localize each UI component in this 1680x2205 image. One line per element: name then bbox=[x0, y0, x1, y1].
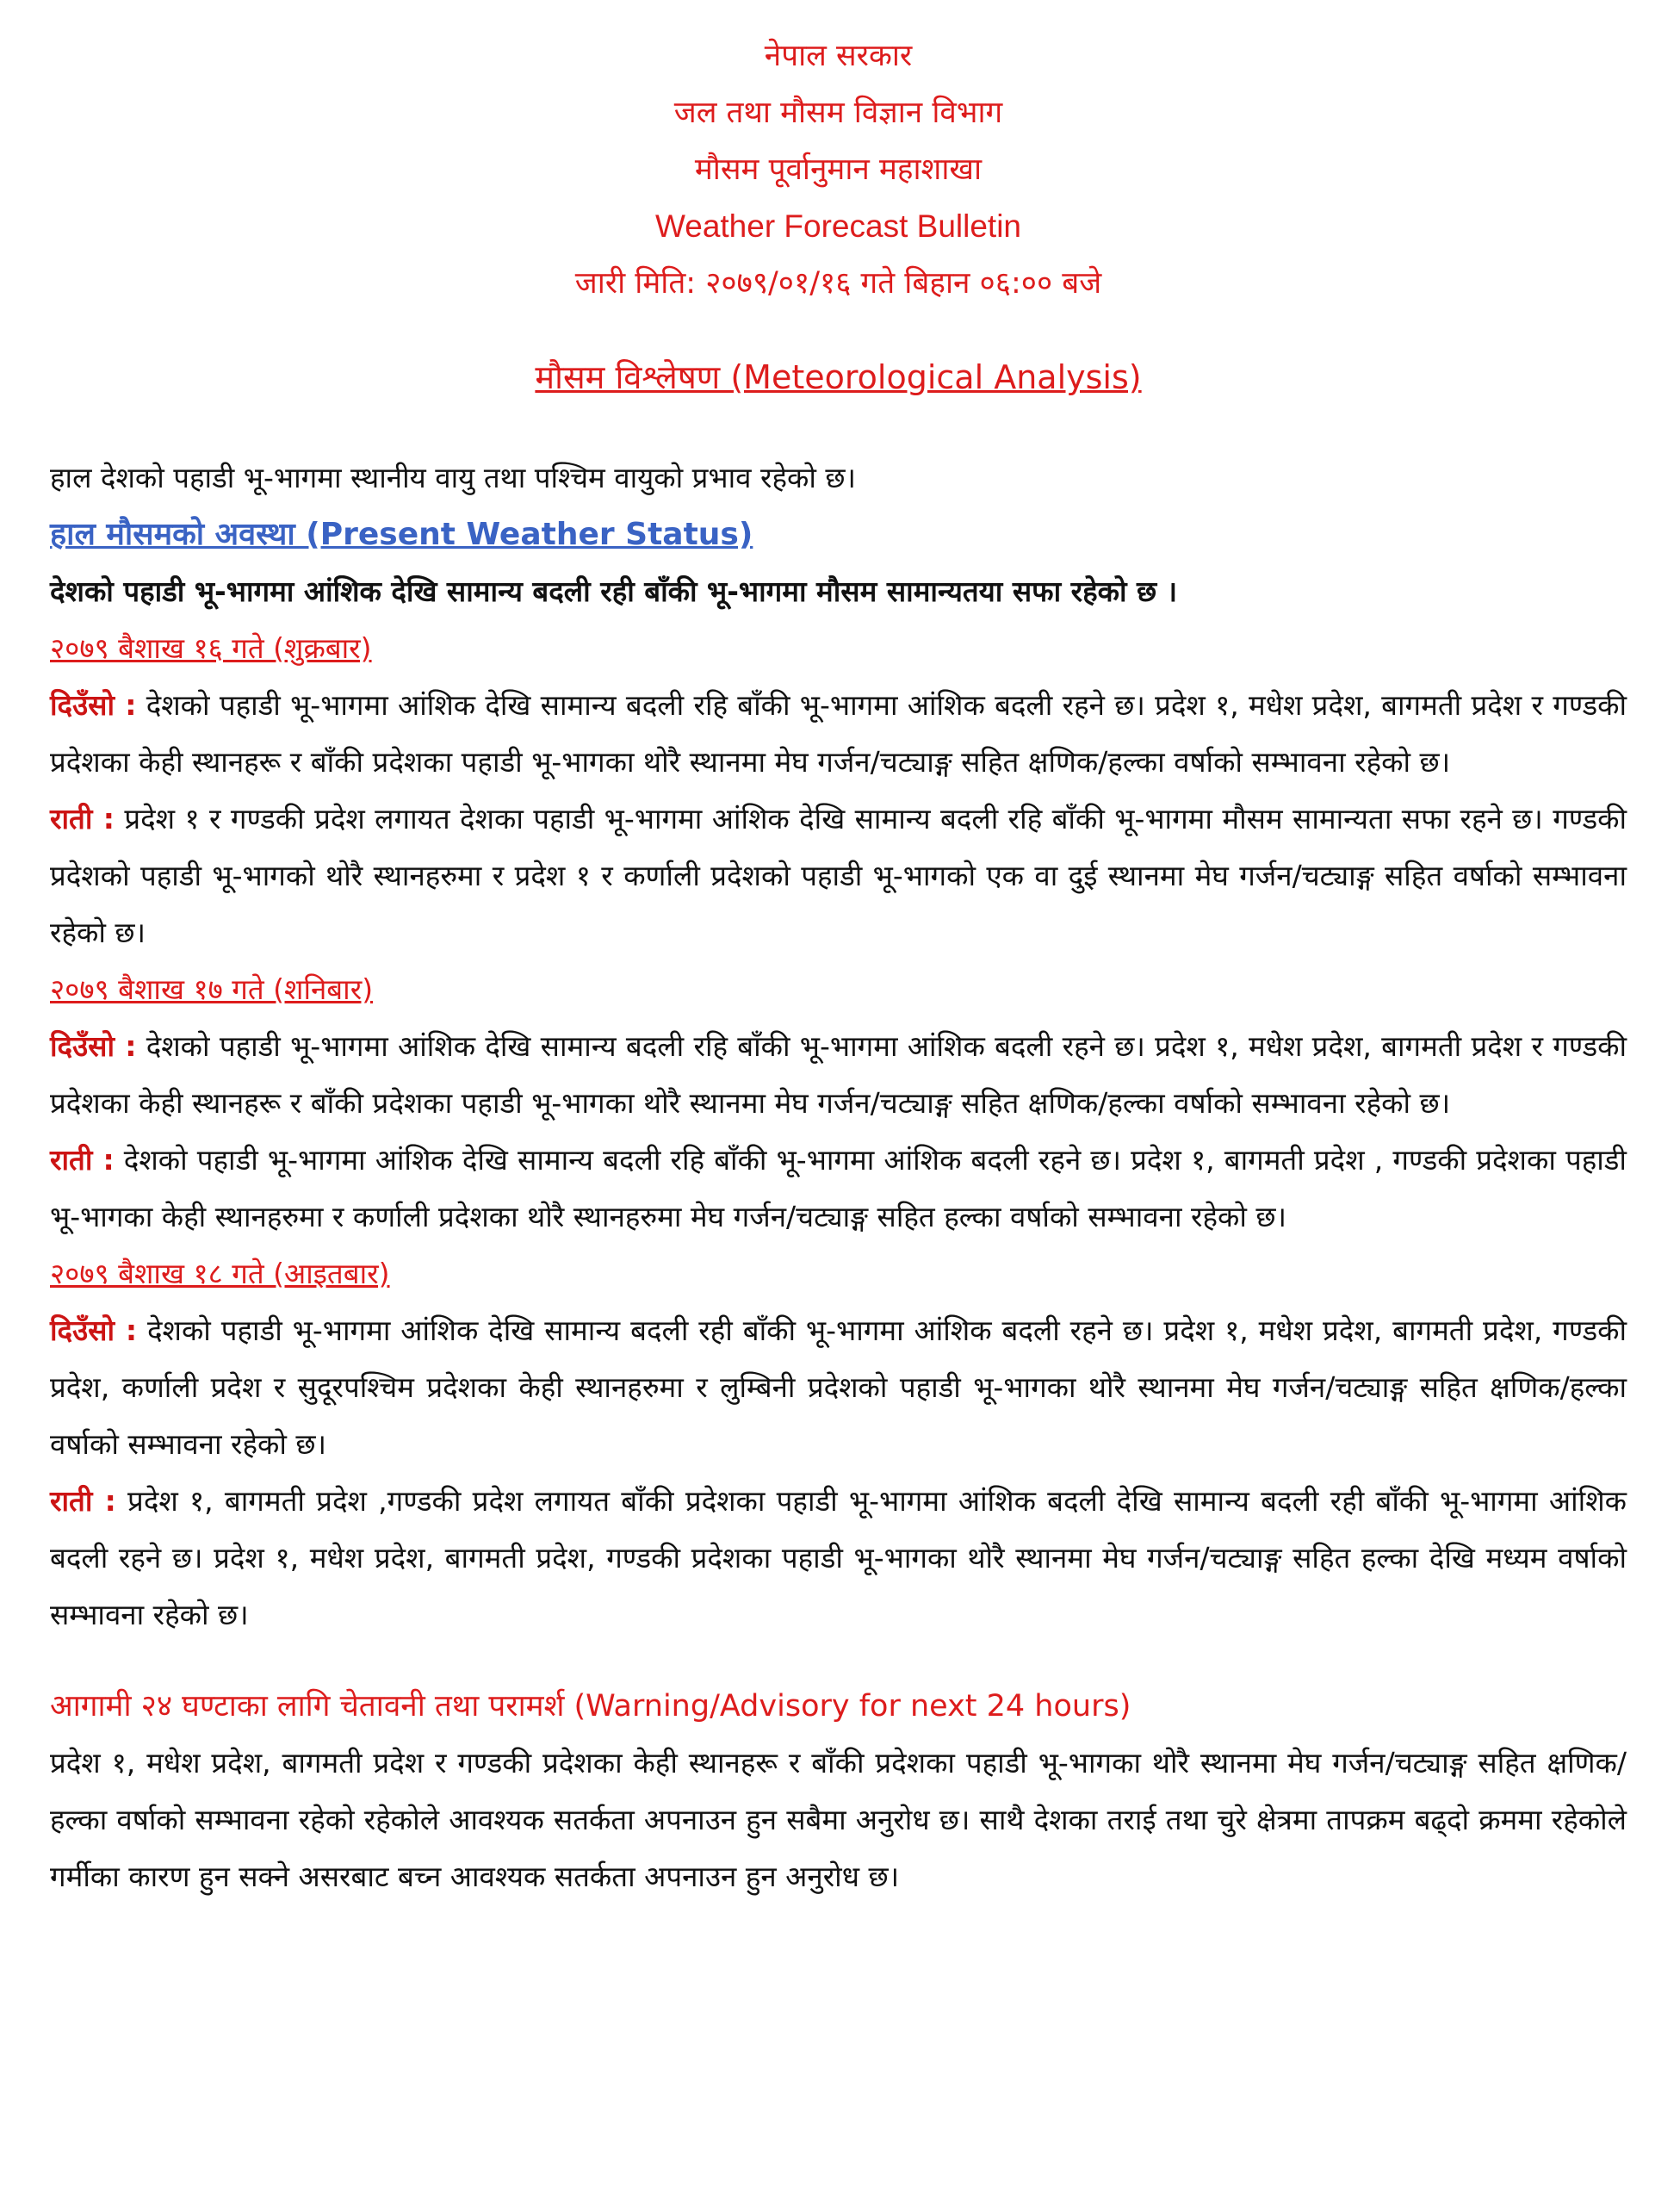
daytime-forecast bbox=[50, 1018, 1627, 1132]
daytime-text: देशको पहाडी भू-भागमा आंशिक देखि सामान्य बदली रही बाँकी भू-भागमा आंशिक बदली रहने छ। प्रदेश १, मधेश प्रदेश, बागमती प्रदेश, गण्डकी प्रदेश, कर्णाली प्रदेश र सुदूरपश्चिम प्रदेशका केही स्थानहरुमा र लुम्बिनी प्रदेशको पहाडी भू-भागका थोरै स्थानमा मेघ गर्जन/चट्याङ्ग सहित क्षणिक/हल्का वर्षाको सम्भावना रहेको छ। bbox=[50, 1314, 1627, 1461]
night-label: राती : bbox=[50, 1143, 115, 1177]
night-text: प्रदेश १ र गण्डकी प्रदेश लगायत देशका पहाडी भू-भागमा आंशिक देखि सामान्य बदली रहि बाँकी भू-भागमा मौसम सामान्यता सफा रहने छ। गण्डकी प्रदेशको पहाडी भू-भागको थोरै स्थानहरुमा र प्रदेश १ र कर्णाली प्रदेशको पहाडी भू-भागको एक वा दुई स्थानमा मेघ गर्जन/चट्याङ्ग सहित वर्षाको सम्भावना रहेको छ। bbox=[50, 802, 1627, 949]
present-weather-heading: हाल मौसमको अवस्था (Present Weather Status) bbox=[50, 517, 753, 552]
warning-heading: आगामी २४ घण्टाका लागि चेतावनी तथा परामर्श (Warning/Advisory for next 24 hours) bbox=[50, 1689, 1131, 1724]
daytime-text: देशको पहाडी भू-भागमा आंशिक देखि सामान्य बदली रहि बाँकी भू-भागमा आंशिक बदली रहने छ। प्रदेश १, मधेश प्रदेश, बागमती प्रदेश र गण्डकी प्रदेशका केही स्थानहरू र बाँकी प्रदेशका पहाडी भू-भागका थोरै स्थानमा मेघ गर्जन/चट्याङ्ग सहित क्षणिक/हल्का वर्षाको सम्भावना रहेको छ। bbox=[50, 1029, 1627, 1120]
daytime-forecast bbox=[50, 677, 1627, 791]
forecast-day-2 bbox=[50, 961, 1627, 1245]
analysis-heading: मौसम विश्लेषण (Meteorological Analysis) bbox=[535, 358, 1142, 396]
analysis-text: हाल देशको पहाडी भू-भागमा स्थानीय वायु तथा पश्चिम वायुको प्रभाव रहेको छ। bbox=[50, 461, 857, 494]
daytime-label: दिउँसो : bbox=[50, 1314, 138, 1347]
bulletin-header bbox=[50, 28, 1627, 312]
forecast-date: २०७९ बैशाख १७ गते (शनिबार) bbox=[50, 972, 374, 1006]
daytime-forecast bbox=[50, 1302, 1627, 1473]
night-label: राती : bbox=[50, 802, 115, 835]
forecast-day-1 bbox=[50, 620, 1627, 961]
present-weather-text: देशको पहाडी भू-भागमा आंशिक देखि सामान्य बदली रही बाँकी भू-भागमा मौसम सामान्यतया सफा रहेको छ । bbox=[50, 575, 1178, 608]
night-forecast bbox=[50, 1132, 1627, 1245]
forecast-day-3 bbox=[50, 1245, 1627, 1643]
night-forecast bbox=[50, 1473, 1627, 1643]
division-name: मौसम पूर्वानुमान महाशाखा bbox=[694, 152, 983, 187]
night-label: राती : bbox=[50, 1484, 116, 1518]
bulletin-title: Weather Forecast Bulletin bbox=[654, 208, 1021, 244]
daytime-label: दिउँसो : bbox=[50, 688, 137, 722]
night-text: देशको पहाडी भू-भागमा आंशिक देखि सामान्य बदली रहि बाँकी भू-भागमा आंशिक बदली रहने छ। प्रदेश १, बागमती प्रदेश , गण्डकी प्रदेशका पहाडी भू-भागका केही स्थानहरुमा र कर्णाली प्रदेशका थोरै स्थानहरुमा मेघ गर्जन/चट्याङ्ग सहित हल्का वर्षाको सम्भावना रहेको छ। bbox=[50, 1143, 1627, 1233]
department-name: जल तथा मौसम विज्ञान विभाग bbox=[673, 96, 1003, 130]
forecast-date: २०७९ बैशाख १८ गते (आइतबार) bbox=[50, 1257, 390, 1290]
warning-text: प्रदेश १, मधेश प्रदेश, बागमती प्रदेश र गण्डकी प्रदेशका केही स्थानहरू र बाँकी प्रदेशका पहाडी भू-भागका थोरै स्थानमा मेघ गर्जन/चट्याङ्ग सहित क्षणिक/हल्का वर्षाको सम्भावना रहेको रहेकोले आवश्यक सतर्कता अपनाउन हुन सबैमा अनुरोध छ। साथै देशका तराई तथा चुरे क्षेत्रमा तापक्रम बढ्दो क्रममा रहेकोले गर्मीका कारण हुन सक्ने असरबाट बच्न आवश्यक सतर्कता अपनाउन हुन अनुरोध छ। bbox=[50, 1746, 1627, 1893]
night-forecast bbox=[50, 791, 1627, 961]
issue-date: जारी मिति: २०७९/०१/१६ गते बिहान ०६:०० बजे bbox=[574, 266, 1102, 301]
forecast-date: २०७९ बैशाख १६ गते (शुक्रबार) bbox=[50, 631, 372, 665]
daytime-label: दिउँसो : bbox=[50, 1029, 137, 1063]
daytime-text: देशको पहाडी भू-भागमा आंशिक देखि सामान्य बदली रहि बाँकी भू-भागमा आंशिक बदली रहने छ। प्रदेश १, मधेश प्रदेश, बागमती प्रदेश र गण्डकी प्रदेशका केही स्थानहरू र बाँकी प्रदेशका पहाडी भू-भागका थोरै स्थानमा मेघ गर्जन/चट्याङ्ग सहित क्षणिक/हल्का वर्षाको सम्भावना रहेको छ। bbox=[50, 688, 1627, 779]
night-text: प्रदेश १, बागमती प्रदेश ,गण्डकी प्रदेश लगायत बाँकी प्रदेशका पहाडी भू-भागमा आंशिक बदली देखि सामान्य बदली रही बाँकी भू-भागमा आंशिक बदली रहने छ। प्रदेश १, मधेश प्रदेश, बागमती प्रदेश, गण्डकी प्रदेशका पहाडी भू-भागका थोरै स्थानमा मेघ गर्जन/चट्याङ्ग सहित हल्का देखि मध्यम वर्षाको सम्भावना रहेको छ। bbox=[50, 1484, 1627, 1631]
government-name: नेपाल सरकार bbox=[764, 39, 913, 73]
